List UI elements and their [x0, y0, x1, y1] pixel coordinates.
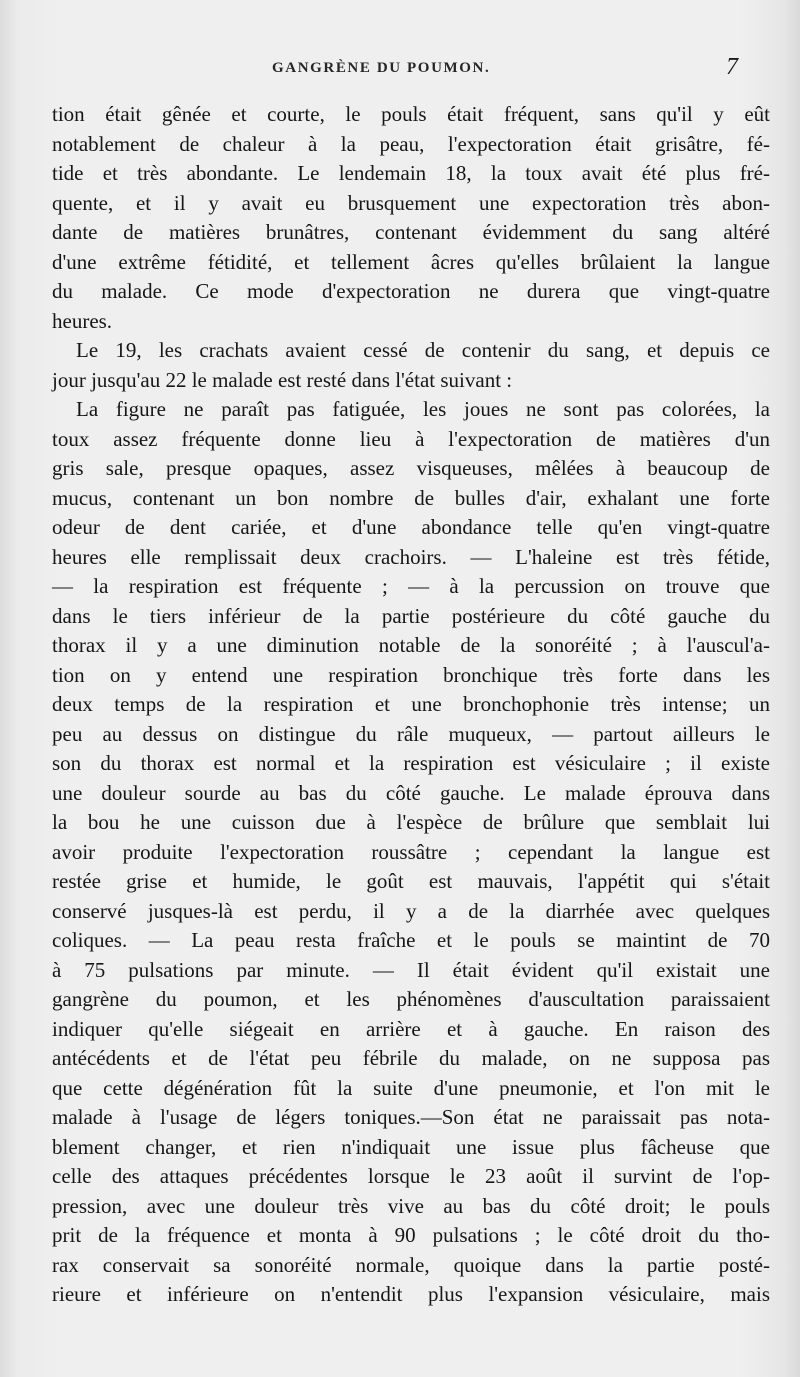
text-line: indiquer qu'elle siégeait en arrière et à gauche. En raison des: [52, 1016, 770, 1041]
body-text: [52, 100, 770, 1310]
text-line: dans le tiers inférieur de la partie postérieure du côté gauche du: [52, 603, 770, 628]
text-line: du malade. Ce mode d'expectoration ne durera que vingt-quatre: [52, 279, 770, 303]
running-title: GANGRÈNE DU POUMON.: [272, 60, 491, 76]
page-number: 7: [726, 54, 738, 80]
text-line: notablement de chaleur à la peau, l'expectoration était grisâtre, fé-: [52, 131, 770, 156]
text-line: celle des attaques précédentes lorsque le 23 août il survint de l'op-: [52, 1164, 770, 1188]
text-line: mucus, contenant un bon nombre de bulles d'air, exhalant une forte: [52, 485, 770, 510]
text-line: thorax il y a une diminution notable de la sonoréité ; à l'auscul'a-: [52, 633, 770, 657]
text-line: malade à l'usage de légers toniques.—Son état ne paraissait pas nota-: [52, 1105, 770, 1129]
text-line: gangrène du poumon, et les phénomènes d'auscultation paraissaient: [52, 987, 770, 1011]
text-line: tion était gênée et courte, le pouls était fréquent, sans qu'il y eût: [52, 102, 770, 126]
text-line: à 75 pulsations par minute. — Il était évident qu'il existait une: [52, 957, 770, 982]
paragraph-start-line: La figure ne paraît pas fatiguée, les joues ne sont pas colorées, la: [76, 397, 770, 421]
text-line: son du thorax est normal et la respiration est vésiculaire ; il existe: [52, 751, 770, 775]
text-line: rieure et inférieure on n'entendit plus l'expansion vésiculaire, mais: [52, 1282, 770, 1306]
text-line: toux assez fréquente donne lieu à l'expectoration de matières d'un: [52, 426, 770, 451]
text-line: antécédents et de l'état peu fébrile du malade, on ne supposa pas: [52, 1046, 770, 1070]
page-header: [0, 54, 800, 84]
paragraph-start-line: Le 19, les crachats avaient cessé de contenir du sang, et depuis ce: [76, 338, 770, 362]
text-line: coliques. — La peau resta fraîche et le pouls se maintint de 70: [52, 928, 770, 952]
text-line: heures elle remplissait deux crachoirs. — L'haleine est très fétide,: [52, 544, 770, 569]
text-line: d'une extrême fétidité, et tellement âcres qu'elles brûlaient la langue: [52, 249, 770, 274]
text-line: la bou he une cuisson due à l'espèce de brûlure que semblait lui: [52, 810, 770, 834]
text-line: deux temps de la respiration et une bronchophonie très intense; un: [52, 692, 770, 716]
text-line: tion on y entend une respiration bronchique très forte dans les: [52, 662, 770, 687]
text-line: avoir produite l'expectoration roussâtre ; cependant la langue est: [52, 839, 770, 864]
text-line: pression, avec une douleur très vive au bas du côté droit; le pouls: [52, 1193, 770, 1218]
text-line: quente, et il y avait eu brusquement une expectoration très abon-: [52, 190, 770, 215]
text-line: peu au dessus on distingue du râle muqueux, — partout ailleurs le: [52, 721, 770, 746]
text-line: gris sale, presque opaques, assez visqueuses, mêlées à beaucoup de: [52, 456, 770, 480]
text-line: conservé jusques-là est perdu, il y a de la diarrhée avec quelques: [52, 898, 770, 923]
text-line: tide et très abondante. Le lendemain 18, la toux avait été plus fré-: [52, 161, 770, 185]
text-line: que cette dégénération fût la suite d'une pneumonie, et l'on mit le: [52, 1075, 770, 1100]
text-line: blement changer, et rien n'indiquait une issue plus fâcheuse que: [52, 1134, 770, 1159]
text-line: heures.: [52, 308, 113, 333]
text-line: rax conservait sa sonoréité normale, quoique dans la partie posté-: [52, 1252, 770, 1277]
text-line: jour jusqu'au 22 le malade est resté dans l'état suivant :: [52, 367, 513, 392]
text-line: odeur de dent cariée, et d'une abondance telle qu'en vingt-quatre: [52, 515, 770, 539]
text-line: prit de la fréquence et monta à 90 pulsations ; le côté droit du tho-: [52, 1223, 770, 1247]
text-line: une douleur sourde au bas du côté gauche. Le malade éprouva dans: [52, 780, 770, 805]
text-line: — la respiration est fréquente ; — à la percussion on trouve que: [52, 574, 770, 598]
text-line: restée grise et humide, le goût est mauvais, l'appétit qui s'était: [52, 869, 770, 893]
text-line: dante de matières brunâtres, contenant évidemment du sang altéré: [52, 220, 770, 244]
